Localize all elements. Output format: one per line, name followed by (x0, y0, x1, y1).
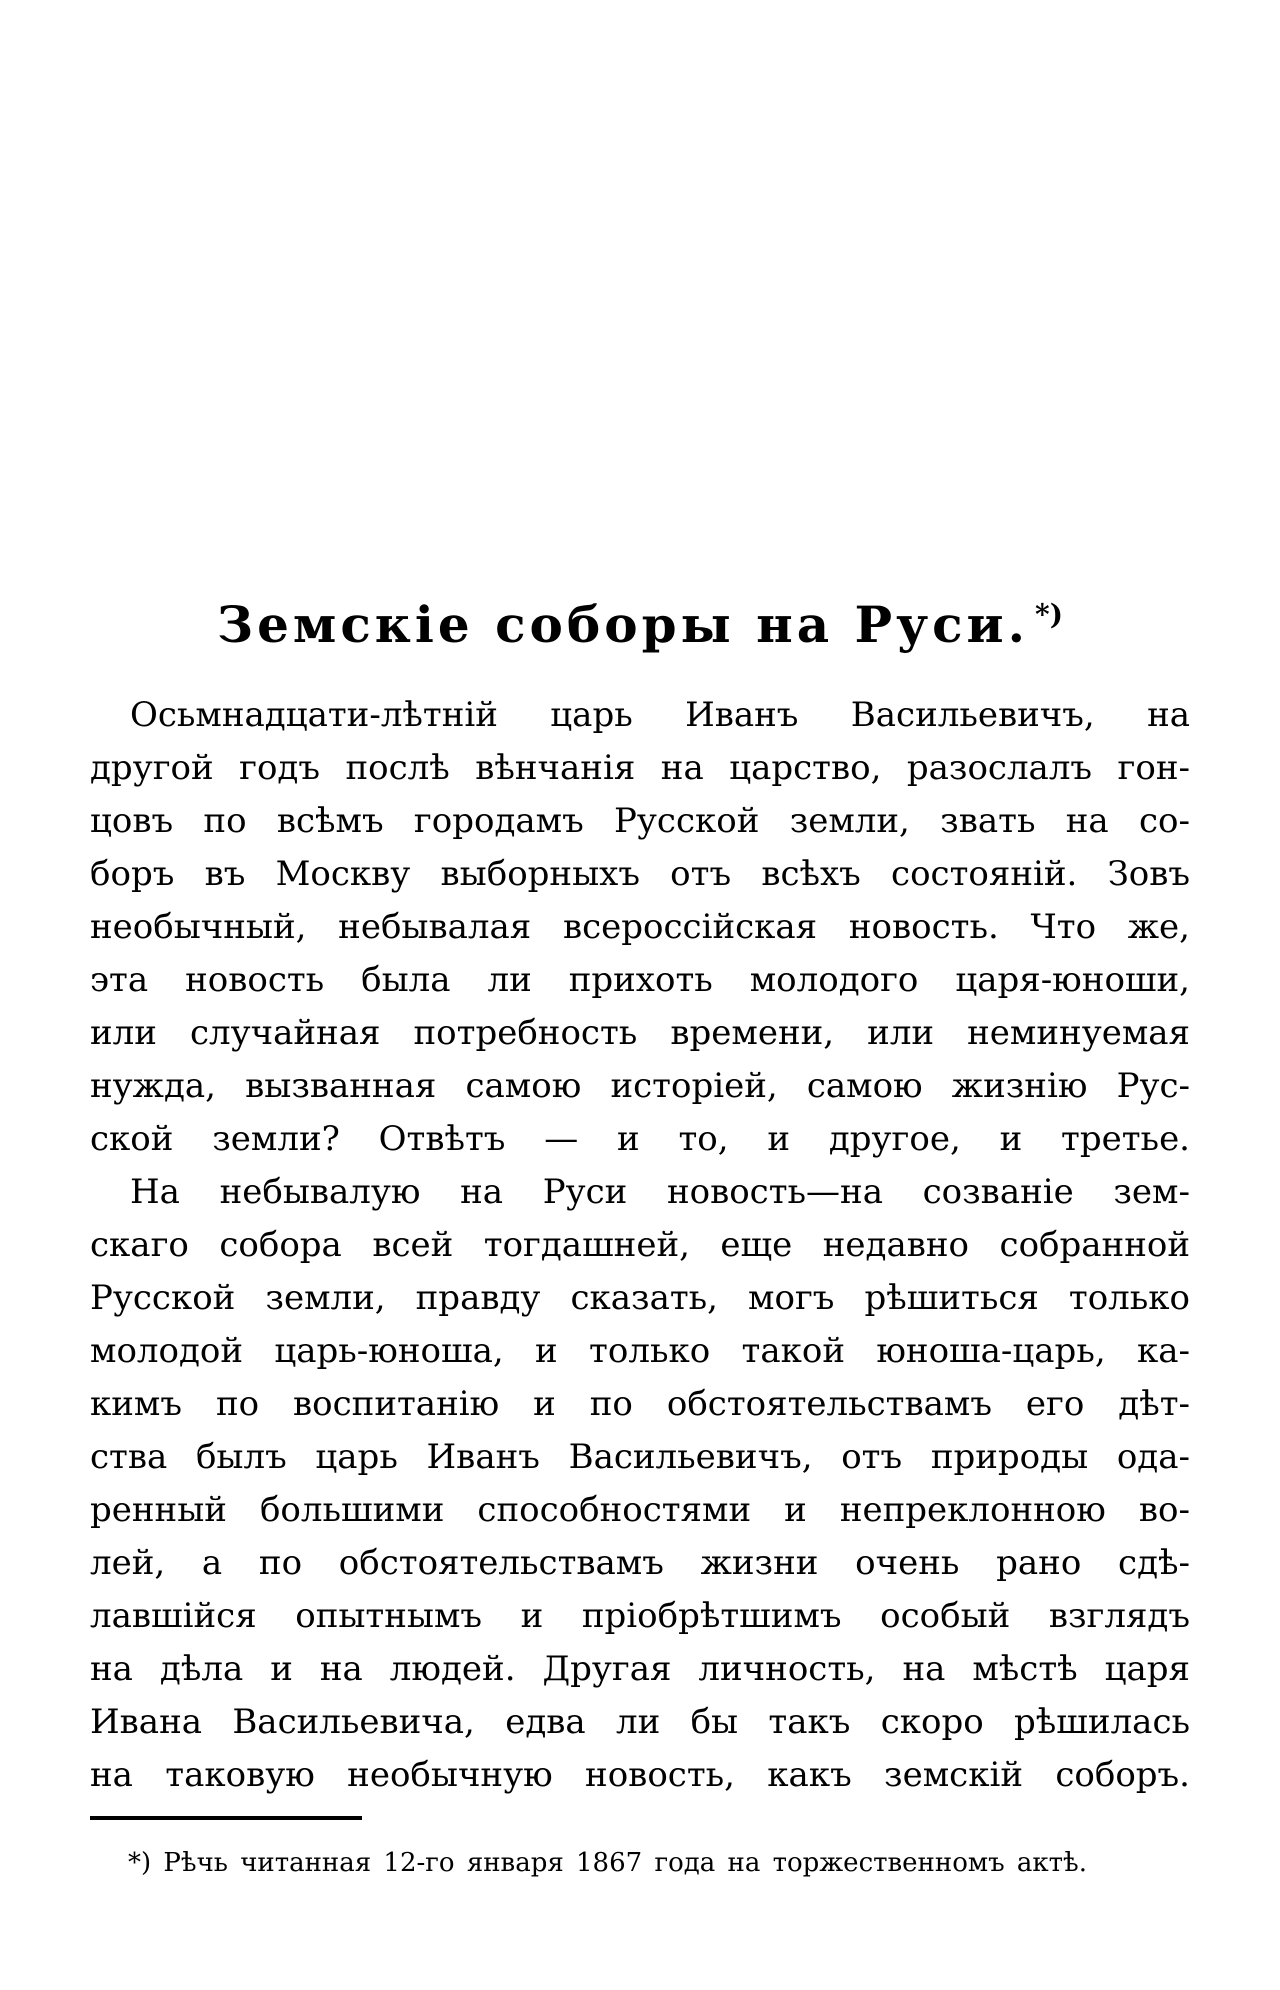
text-line: лей, а по обстоятельствамъ жизни очень рано сдѣ- (90, 1543, 1190, 1583)
text-line: На небывалую на Руси новость—на созваніе зем- (130, 1172, 1190, 1212)
footnote-marker-icon: *) (1035, 598, 1063, 631)
footnote: *) Рѣчь читанная 12-го января 1867 года на торжественномъ актѣ. (128, 1848, 1087, 1878)
text-line: ства былъ царь Иванъ Васильевичъ, отъ природы ода- (90, 1437, 1190, 1477)
paragraph (90, 689, 1190, 1166)
text-line: другой годъ послѣ вѣнчанія на царство, разослалъ гон- (90, 748, 1190, 788)
text-line: нужда, вызванная самою исторіей, самою жизнію Рус- (90, 1066, 1190, 1106)
paragraph (90, 1166, 1190, 1802)
text-line: молодой царь-юноша, и только такой юноша-царь, ка- (90, 1331, 1190, 1371)
text-line: Русской земли, правду сказать, могъ рѣшиться только (90, 1278, 1190, 1318)
text-line: или случайная потребность времени, или неминуемая (90, 1013, 1190, 1053)
text-line: эта новость была ли прихоть молодого царя-юноши, (90, 960, 1190, 1000)
text-line: боръ въ Москву выборныхъ отъ всѣхъ состояній. Зовъ (90, 854, 1190, 894)
text-line: кимъ по воспитанію и по обстоятельствамъ его дѣт- (90, 1384, 1190, 1424)
text-line: Осьмнадцати-лѣтній царь Иванъ Васильевичъ, на (130, 695, 1190, 735)
body-text (90, 689, 1190, 1802)
text-line: на дѣла и на людей. Другая личность, на мѣстѣ царя (90, 1649, 1190, 1689)
text-line: Ивана Васильевича, едва ли бы такъ скоро рѣшилась (90, 1702, 1190, 1742)
text-line: лавшійся опытнымъ и пріобрѣтшимъ особый взглядъ (90, 1596, 1190, 1636)
text-line: скаго собора всей тогдашней, еще недавно собранной (90, 1225, 1190, 1265)
text-line: цовъ по всѣмъ городамъ Русской земли, звать на со- (90, 801, 1190, 841)
page-title-text: Земскіе соборы на Руси. (217, 595, 1030, 654)
page-title (90, 585, 1190, 655)
text-line: на таковую необычную новость, какъ земскій соборъ. (90, 1755, 1190, 1795)
footnote-divider (90, 1816, 362, 1820)
text-line: необычный, небывалая всероссійская новость. Что же, (90, 907, 1190, 947)
text-line: ренный большими способностями и непреклонною во- (90, 1490, 1190, 1530)
text-line: ской земли? Отвѣтъ — и то, и другое, и третье. (90, 1119, 1190, 1159)
